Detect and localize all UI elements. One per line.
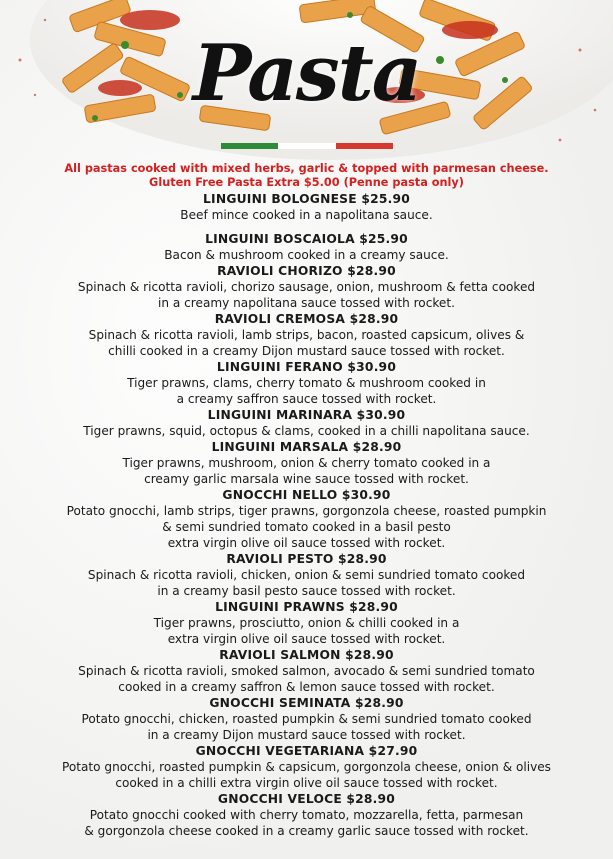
menu-item: [0, 263, 613, 311]
menu-item-description: Spinach & ricotta ravioli, smoked salmon, avocado & semi sundried tomato cooked in a creamy saffron & lemon sauce tossed with rocket.: [78, 664, 535, 694]
menu-item-title: GNOCCHI SEMINATA $28.90: [209, 696, 404, 710]
menu-item: [0, 695, 613, 743]
menu-item: [0, 599, 613, 647]
pasta-dish-image: [0, 0, 613, 160]
menu-item-title: RAVIOLI PESTO $28.90: [226, 552, 387, 566]
intro-line-1: All pastas cooked with mixed herbs, garlic & topped with parmesan cheese.: [64, 162, 549, 175]
menu-item: [0, 311, 613, 359]
flag-green: [221, 143, 278, 149]
intro-note: [0, 162, 613, 190]
menu-item-title: GNOCCHI VEGETARIANA $27.90: [195, 744, 418, 758]
menu-item-title: LINGUINI PRAWNS $28.90: [215, 600, 398, 614]
menu-item: [0, 791, 613, 839]
menu-item-description: Potato gnocchi, chicken, roasted pumpkin & semi sundried tomato cooked in a creamy Dijon mustard sauce tossed with rocket.: [81, 712, 532, 742]
menu-item-description: Tiger prawns, mushroom, onion & cherry tomato cooked in a creamy garlic marsala wine sauce tossed with rocket.: [122, 456, 491, 486]
menu-item-title: GNOCCHI VELOCE $28.90: [217, 792, 396, 806]
menu-item-title: GNOCCHI NELLO $30.90: [222, 488, 391, 502]
menu-item-title: LINGUINI BOLOGNESE $25.90: [203, 192, 410, 206]
italian-flag-divider: [221, 143, 393, 149]
menu-item: [0, 487, 613, 551]
menu-item-description: Spinach & ricotta ravioli, lamb strips, bacon, roasted capsicum, olives & chilli cooked in a creamy Dijon mustard sauce tossed with rocket.: [88, 328, 525, 358]
flag-white: [278, 143, 335, 149]
menu-item-title: LINGUINI BOSCAIOLA $25.90: [205, 232, 408, 246]
menu-item: [0, 407, 613, 439]
menu-item-description: Spinach & ricotta ravioli, chorizo sausage, onion, mushroom & fetta cooked in a creamy napolitana sauce tossed with rocket.: [77, 280, 536, 310]
menu-item-title: RAVIOLI CHORIZO $28.90: [217, 264, 396, 278]
menu-item-description: Potato gnocchi, roasted pumpkin & capsicum, gorgonzola cheese, onion & olives cooked in a chilli extra virgin olive oil sauce tossed with rocket.: [62, 760, 551, 790]
flag-red: [336, 143, 393, 149]
menu-item-description: Potato gnocchi cooked with cherry tomato, mozzarella, fetta, parmesan & gorgonzola cheese cooked in a creamy garlic sauce tossed with rocket.: [84, 808, 529, 838]
menu-item-title: LINGUINI MARSALA $28.90: [211, 440, 402, 454]
menu-item: [0, 191, 613, 223]
menu-item-title: LINGUINI MARINARA $30.90: [207, 408, 406, 422]
menu-item: [0, 551, 613, 599]
menu-item-title: RAVIOLI CREMOSA $28.90: [214, 312, 399, 326]
menu-item: [0, 359, 613, 407]
menu-item-description: Potato gnocchi, lamb strips, tiger prawns, gorgonzola cheese, roasted pumpkin & semi sundried tomato cooked in a basil pesto extra virgin olive oil sauce tossed with rocket.: [66, 504, 547, 550]
menu-item-description: Tiger prawns, squid, octopus & clams, cooked in a chilli napolitana sauce.: [83, 424, 530, 438]
menu-item: [0, 743, 613, 791]
menu-item-description: Bacon & mushroom cooked in a creamy sauce.: [164, 248, 449, 262]
menu-item-description: Tiger prawns, clams, cherry tomato & mushroom cooked in a creamy saffron sauce tossed with rocket.: [127, 376, 486, 406]
menu-item-title: LINGUINI FERANO $30.90: [216, 360, 397, 374]
menu-list: [0, 191, 613, 839]
menu-item-title: RAVIOLI SALMON $28.90: [219, 648, 394, 662]
menu-item: [0, 647, 613, 695]
menu-item-description: Tiger prawns, prosciutto, onion & chilli cooked in a extra virgin olive oil sauce tossed with rocket.: [153, 616, 460, 646]
intro-line-2: Gluten Free Pasta Extra $5.00 (Penne pasta only): [149, 176, 464, 189]
page-title: Pasta: [192, 28, 421, 119]
menu-item: [0, 439, 613, 487]
menu-item-description: Beef mince cooked in a napolitana sauce.: [180, 208, 433, 222]
menu-item-description: Spinach & ricotta ravioli, chicken, onion & semi sundried tomato cooked in a creamy basil pesto sauce tossed with rocket.: [87, 568, 526, 598]
menu-item: [0, 231, 613, 263]
